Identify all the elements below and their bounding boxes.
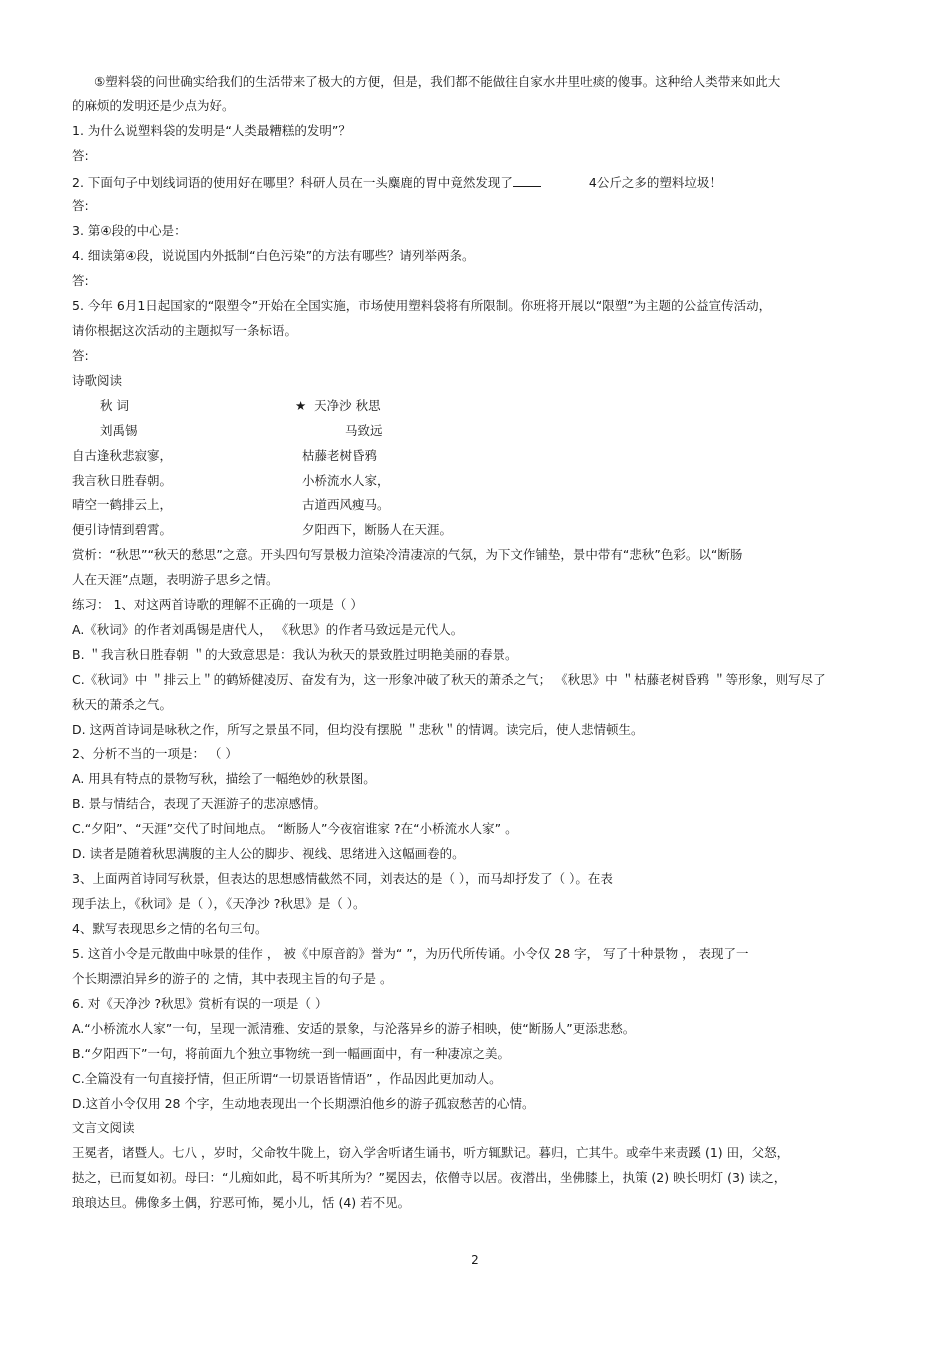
exercise-5-line-1: 5. 这首小令是元散曲中咏景的佳作 ， 被《中原音韵》誉为“ ”，为历代所传诵。小令仅 28 字， 写了十种景物 ， 表现了一 [72, 946, 749, 961]
underlined-word-blank [513, 173, 541, 187]
passage-paragraph-5-line-2: 的麻烦的发明还是少点为好。 [72, 98, 235, 113]
exercise-1-option-a: A.《秋词》的作者刘禹锡是唐代人， 《秋思》的作者马致远是元代人。 [72, 622, 464, 637]
exercise-2-option-c: C.“夕阳”、“天涯”交代了时间地点。 “断肠人”今夜宿谁家 ?在“小桥流水人家” 。 [72, 821, 518, 836]
poem-2-line-4: 夕阳西下，断肠人在天涯。 [302, 522, 453, 537]
question-3: 3. 第④段的中心是： [72, 223, 187, 238]
poem-1-title: 秋 词 [100, 398, 129, 413]
poem-2-author: 马致远 [345, 423, 383, 438]
exercise-6-option-b: B.“夕阳西下”一句，将前面九个独立事物统一到一幅画面中，有一种凄凉之美。 [72, 1046, 511, 1061]
classical-section-heading: 文言文阅读 [72, 1120, 135, 1135]
passage-paragraph-5-line-1: ⑤塑料袋的问世确实给我们的生活带来了极大的方便，但是，我们都不能做往自家水井里吐痰的傻事。这种给人类带来如此大 [94, 74, 781, 89]
exercise-4: 4、默写表现思乡之情的名句三句。 [72, 921, 268, 936]
answer-label-4: 答: [72, 273, 89, 288]
exercise-2-option-a: A. 用具有特点的景物写秋，描绘了一幅绝妙的秋景图。 [72, 771, 376, 786]
exercise-1: 练习： 1、对这两首诗歌的理解不正确的一项是（ ） [72, 597, 363, 612]
exercise-1-option-b: B. ＂我言秋日胜春朝 ＂的大致意思是：我认为秋天的景致胜过明艳美丽的春景。 [72, 647, 518, 662]
poem-2-title: 天净沙 秋思 [314, 398, 381, 413]
classical-text-line-2: 挞之，已而复如初。母曰：“儿痴如此，曷不听其所为？”冕因去，依僧寺以居。夜潜出，坐佛膝上，执策 (2) 映长明灯 (3) 读之， [72, 1170, 787, 1185]
exercise-1-option-c-line-2: 秋天的萧杀之气。 [72, 697, 173, 712]
question-2-part-2: 4公斤之多的塑料垃圾！ [588, 175, 722, 190]
exercise-6: 6. 对《天净沙 ?秋思》赏析有误的一项是（ ） [72, 996, 328, 1011]
poetry-section-heading: 诗歌阅读 [72, 373, 123, 388]
exercise-5-line-2: 个长期漂泊异乡的游子的 之情，其中表现主旨的句子是 。 [72, 971, 393, 986]
classical-text-line-1: 王冕者，诸暨人。七八 ，岁时，父命牧牛陇上，窃入学舍听诸生诵书，听方辄默记。暮归，亡其牛。或牵牛来责蹊 (1) 田，父怒， [72, 1145, 790, 1160]
exercise-1-option-d: D. 这两首诗词是咏秋之作，所写之景虽不同，但均没有摆脱 ＂悲秋＂的情调。读完后，使人悲情顿生。 [72, 722, 644, 737]
page-number: 2 [471, 1253, 479, 1267]
question-1: 1. 为什么说塑料袋的发明是“人类最糟糕的发明”？ [72, 123, 351, 138]
question-2-part-1: 2. 下面句子中划线词语的使用好在哪里？科研人员在一头麋鹿的胃中竟然发现了 [72, 175, 513, 190]
exercise-2-option-b: B. 景与情结合，表现了天涯游子的悲凉感情。 [72, 796, 327, 811]
exercise-1-option-c-line-1: C.《秋词》中 ＂排云上＂的鹤矫健凌厉、奋发有为，这一形象冲破了秋天的萧杀之气； 《秋思》中 ＂枯藤老树昏鸦 ＂等形象，则写尽了 [72, 672, 826, 687]
answer-label-5: 答: [72, 348, 89, 363]
appreciation-line-1: 赏析：“秋思”“秋天的愁思”之意。开头四句写景极力渲染冷清凄凉的气氛，为下文作铺垫，景中带有“悲秋”色彩。以“断肠 [72, 547, 743, 562]
answer-label-2: 答: [72, 198, 89, 213]
exercise-3-line-2: 现手法上，《秋词》是（ ），《天净沙 ?秋思》是（ ）。 [72, 896, 366, 911]
poem-1-line-1: 自古逢秋悲寂寥， [72, 448, 173, 463]
classical-text-line-3: 琅琅达旦。佛像多土偶，狞恶可怖，冕小儿，恬 (4) 若不见。 [72, 1195, 411, 1210]
exercise-6-option-a: A.“小桥流水人家”一句，呈现一派清雅、安适的景象，与沦落异乡的游子相映，使“断肠人”更添悲愁。 [72, 1021, 636, 1036]
question-4: 4. 细读第④段，说说国内外抵制“白色污染”的方法有哪些？请列举两条。 [72, 248, 475, 263]
exercise-6-option-c: C.全篇没有一句直接抒情，但正所谓“一切景语皆情语” ，作品因此更加动人。 [72, 1071, 502, 1086]
question-2 [72, 173, 722, 191]
poem-2-line-3: 古道西风瘦马。 [302, 497, 390, 512]
star-icon: ★ [295, 398, 307, 413]
poem-2-line-1: 枯藤老树昏鸦 [302, 448, 378, 463]
answer-label-1: 答: [72, 148, 89, 163]
exercise-2-option-d: D. 读者是随着秋思满腹的主人公的脚步、视线、思绪进入这幅画卷的。 [72, 846, 465, 861]
poem-1-line-4: 便引诗情到碧霄。 [72, 522, 173, 537]
poem-2-title-line [295, 398, 381, 414]
question-5-line-2: 请你根据这次活动的主题拟写一条标语。 [72, 323, 298, 338]
poem-1-line-3: 晴空一鹤排云上， [72, 497, 173, 512]
poem-1-line-2: 我言秋日胜春朝。 [72, 473, 173, 488]
question-5-line-1: 5. 今年 6月1日起国家的“限塑令”开始在全国实施，市场使用塑料袋将有所限制。你班将开展以“限塑”为主题的公益宣传活动， [72, 298, 772, 313]
poem-1-author: 刘禹锡 [100, 423, 138, 438]
appreciation-line-2: 人在天涯”点题，表明游子思乡之情。 [72, 572, 279, 587]
exercise-2: 2、分析不当的一项是： （ ） [72, 746, 238, 761]
poem-2-line-2: 小桥流水人家， [302, 473, 390, 488]
exercise-3-line-1: 3、上面两首诗同写秋景，但表达的思想感情截然不同，刘表达的是（ ），而马却抒发了（ ）。在表 [72, 871, 613, 886]
exercise-6-option-d: D.这首小令仅用 28 个字，生动地表现出一个长期漂泊他乡的游子孤寂愁苦的心情。 [72, 1096, 535, 1111]
